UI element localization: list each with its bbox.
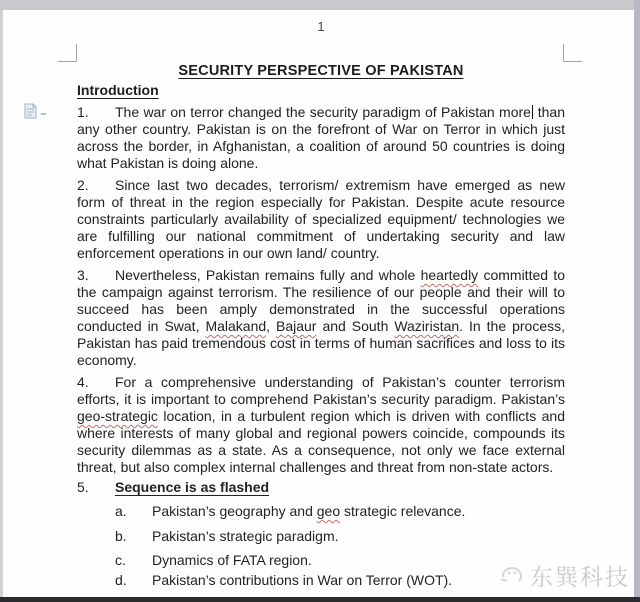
list-heading-label: Sequence is as flashed — [115, 479, 270, 495]
list-item-b — [115, 528, 565, 545]
scrollbar-track[interactable] — [634, 0, 640, 602]
misspelled-word: heartedly — [420, 267, 479, 283]
paragraph-number: 4. — [77, 374, 89, 390]
margin-change-marker[interactable] — [24, 103, 46, 124]
list-item-letter: c. — [115, 552, 126, 568]
misspelled-word: geo — [316, 503, 341, 519]
window-chrome-top — [0, 0, 640, 10]
bird-swirl-logo-icon — [499, 561, 525, 591]
list-item-text: Dynamics of FATA region. — [152, 552, 312, 568]
paragraph-1 — [77, 104, 565, 172]
list-item-d — [115, 572, 565, 589]
document-content — [77, 19, 565, 589]
watermark-text: 东巽科技 — [530, 564, 630, 590]
paragraph-text: Nevertheless, Pakistan remains fully and whole heartedly committed to the campaign against terrorism. The resilience of our people and their will to succeed has been amply demonstrated in the successful operations conducted in Swat, Malakand, Bajaur and South Waziristan. In the process, Pakistan has paid tremendous cost in terms of human sacrifices and loss to its economy. — [77, 267, 566, 368]
paragraph-number: 3. — [77, 267, 89, 283]
section-heading: Introduction — [77, 82, 159, 98]
paragraph-text: Since last two decades, terrorism/ extremism have emerged as new form of threat in the region especially for Pakistan. Despite acute resource constraints particularly availability of specialized equipment/ technologies we are fulfilling our national commitment of undertaking security and law enforcement operations in our own land/ country. — [77, 177, 565, 261]
misspelled-word: geo-strategic — [77, 408, 158, 424]
paragraph-text: For a comprehensive understanding of Pakistan’s counter terrorism efforts, it is important to comprehend Pakistan’s security paradigm. Pakistan’s geo-strategic location, in a turbulent region which is driven with conflicts and where interests of many global and regional powers coincide, compounds its security dilemmas as a state. As a consequence, not only we face external threat, but also complex internal challenges and threat from non-state actors. — [77, 374, 565, 475]
list-item-text: Pakistan’s geography and geo strategic relevance. — [152, 503, 466, 519]
paragraph-3 — [77, 267, 565, 369]
paragraph-4 — [77, 374, 565, 476]
paragraph-2 — [77, 177, 565, 262]
paragraph-number: 1. — [77, 104, 89, 120]
paragraph-text: The war on terror changed the security paradigm of Pakistan more than any other country. Pakistan is on the forefront of War on Terror in which just across the border, in Afghanistan, a coalition of around 50 countries is doing what Pakistan is doing alone. — [77, 104, 566, 171]
misspelled-word: Waziristan — [394, 318, 460, 334]
document-title: SECURITY PERSPECTIVE OF PAKISTAN — [178, 63, 464, 79]
list-item-a — [115, 503, 565, 520]
page-number: 1 — [317, 19, 325, 34]
paragraph-number: 5. — [77, 479, 89, 495]
tracked-change-document-icon — [24, 103, 37, 124]
list-item-text: Pakistan’s strategic paradigm. — [152, 528, 339, 544]
paragraph-5-heading — [77, 479, 565, 496]
list-item-letter: a. — [115, 503, 127, 519]
text-boundary-mark-top-left — [58, 44, 77, 62]
watermark — [499, 559, 630, 592]
list-item-letter: d. — [115, 572, 127, 588]
list-item-letter: b. — [115, 528, 127, 544]
paragraph-number: 2. — [77, 177, 89, 193]
misspelled-word: Malakand — [205, 318, 267, 334]
misspelled-word: Bajaur — [276, 318, 317, 334]
list-item-text: Pakistan’s contributions in War on Terror (WOT). — [152, 572, 453, 588]
bottom-edge-bar — [0, 597, 640, 602]
marker-dash-icon — [41, 113, 46, 115]
text-boundary-mark-top-right — [563, 44, 582, 62]
list-item-c — [115, 552, 565, 569]
